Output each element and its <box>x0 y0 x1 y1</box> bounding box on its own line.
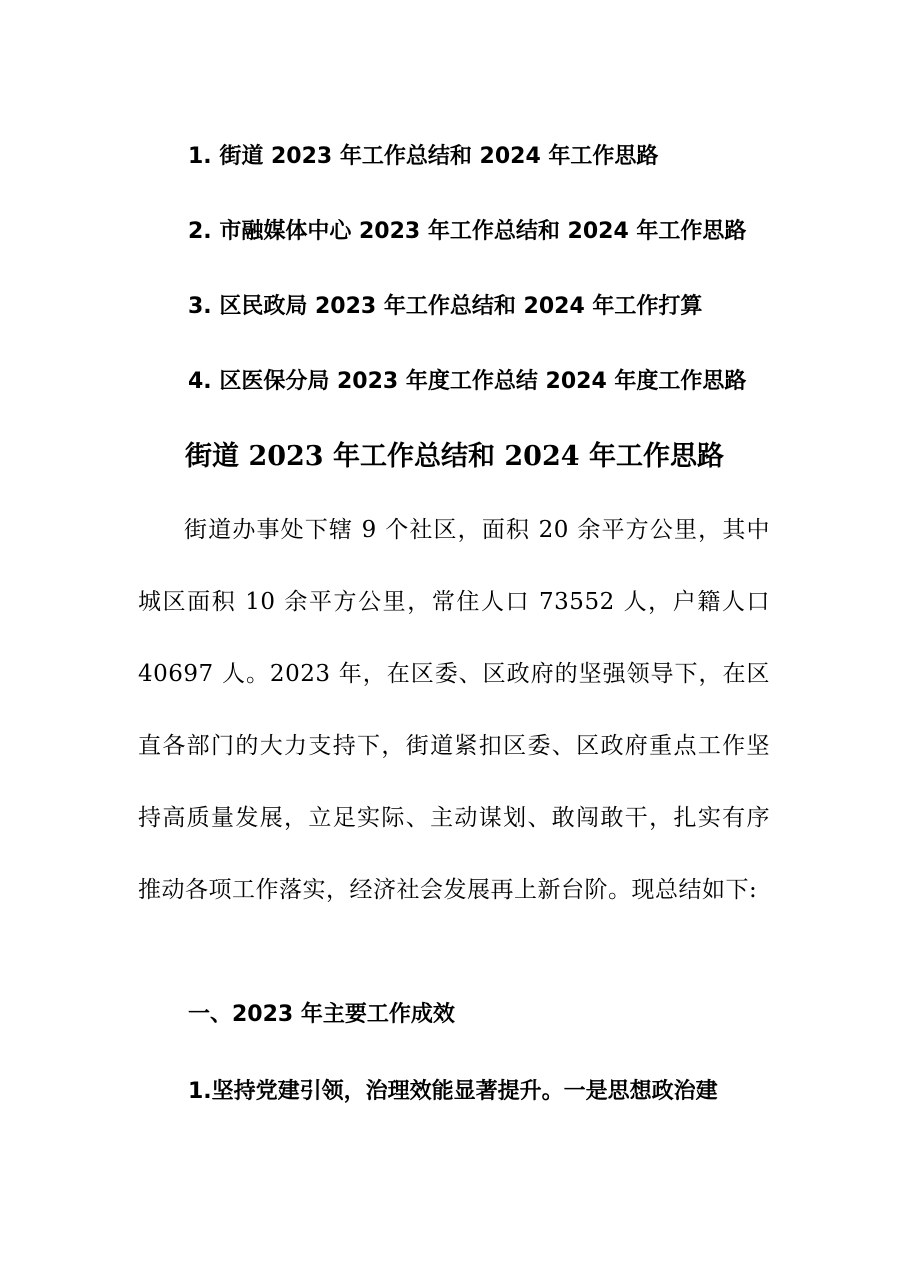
toc-item-2[interactable]: 2. 市融媒体中心 2023 年工作总结和 2024 年工作思路 <box>188 219 747 244</box>
subsection-heading: 1.坚持党建引领，治理效能显著提升。一是思想政治建 <box>188 1079 718 1104</box>
section-heading: 一、2023 年主要工作成效 <box>188 1002 455 1027</box>
table-of-contents <box>188 140 808 425</box>
article-title: 街道 2023 年工作总结和 2024 年工作思路 <box>185 441 724 472</box>
toc-item-3[interactable]: 3. 区民政局 2023 年工作总结和 2024 年工作打算 <box>188 294 703 319</box>
toc-item-4[interactable]: 4. 区医保分局 2023 年度工作总结 2024 年度工作思路 <box>188 369 747 394</box>
intro-paragraph: 街道办事处下辖 9 个社区，面积 20 余平方公里，其中城区面积 10 余平方公里，常住人口 73552 人，户籍人口 40697 人。2023 年，在区委、区政府的坚强领导下，在区直各部门的大力支持下，街道紧扣区委、区政府重点工作坚持高质量发展，立足实际、主动谋划、敢闯敢干，扎实有序推动各项工作落实，经济社会发展再上新台阶。现总结如下: <box>138 517 770 903</box>
toc-item-1[interactable]: 1. 街道 2023 年工作总结和 2024 年工作思路 <box>188 144 659 169</box>
